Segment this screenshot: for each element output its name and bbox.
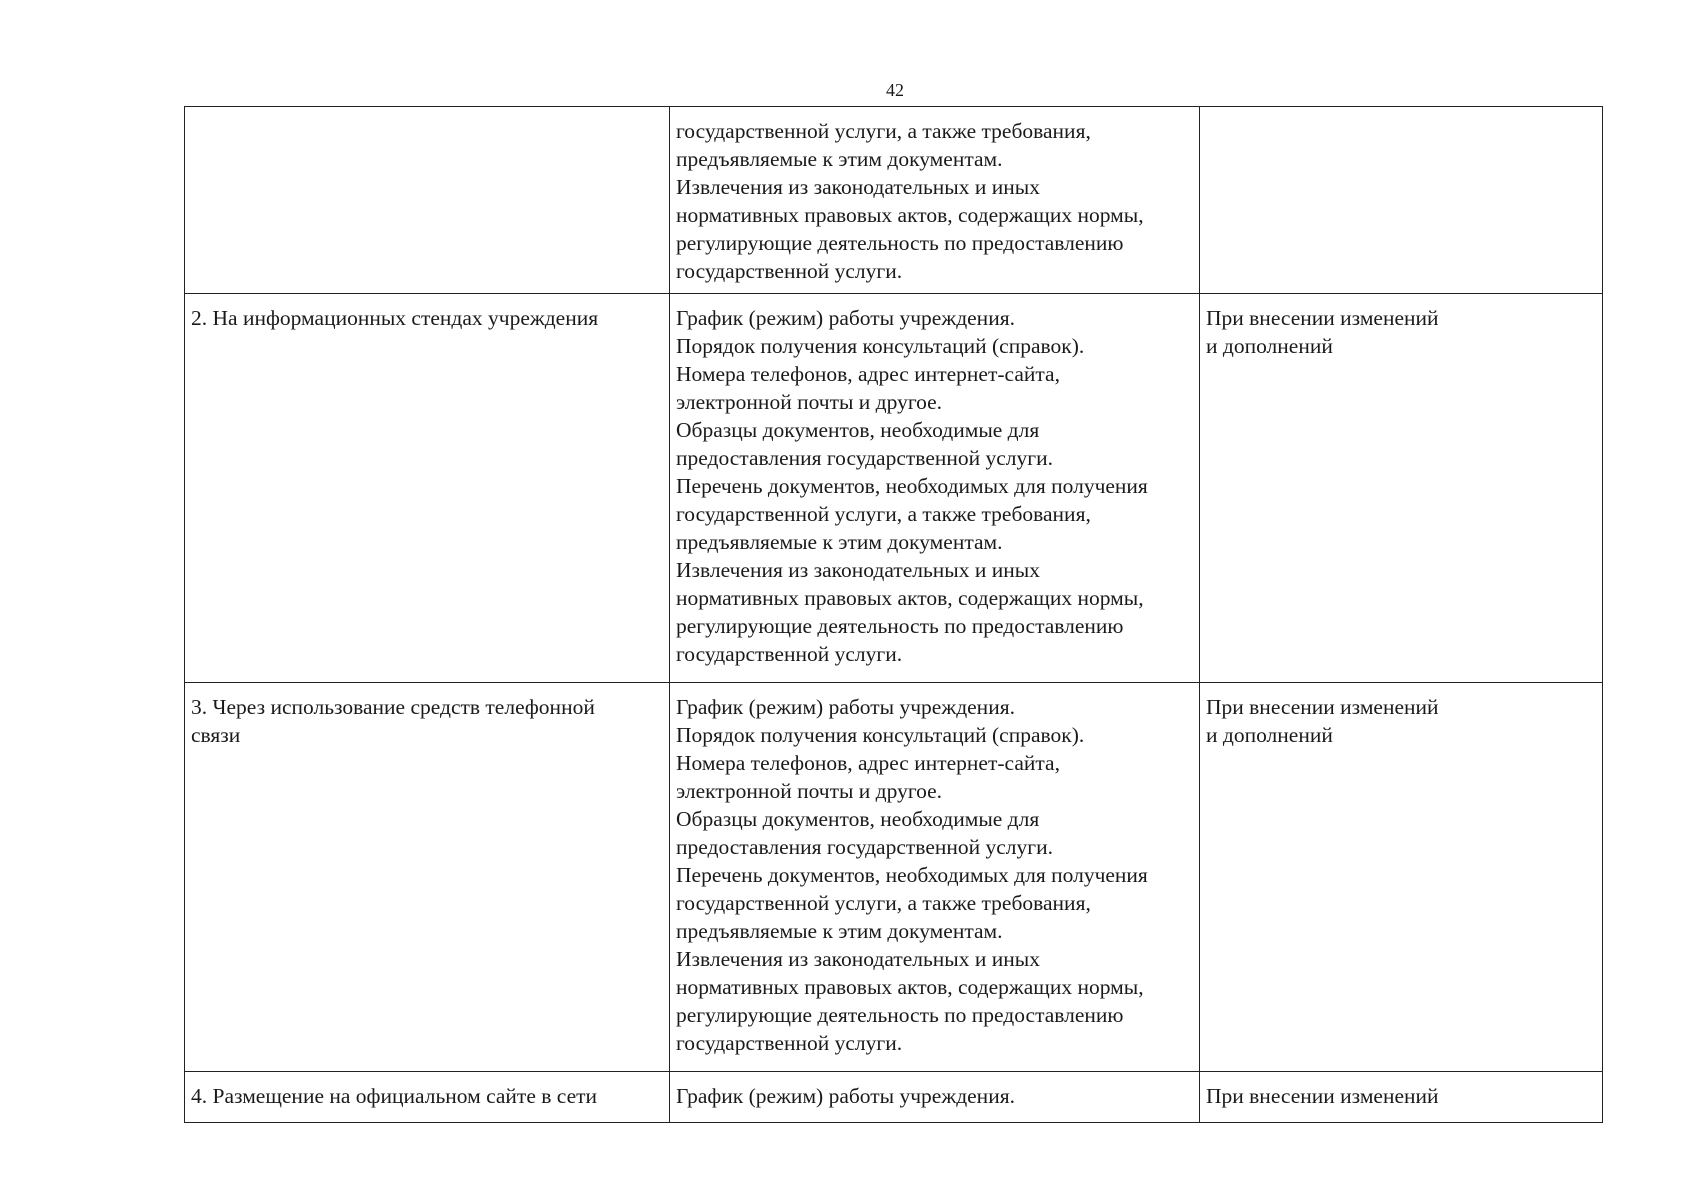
update-cell: При внесении изменений и дополнений — [1200, 683, 1603, 1072]
method-cell: 4. Размещение на официальном сайте в сети — [185, 1072, 670, 1123]
method-cell: 2. На информационных стендах учреждения — [185, 294, 670, 683]
content-cell: государственной услуги, а также требования, предъявляемые к этим документам. Извлечения из законодательных и иных нормативных правовых актов, содержащих нормы, регулирующие деятельность по предоставлению государственной услуги. — [670, 107, 1200, 294]
table-row — [185, 683, 1603, 1072]
table-row — [185, 294, 1603, 683]
table-row — [185, 107, 1603, 294]
update-cell: При внесении изменений — [1200, 1072, 1603, 1123]
method-cell — [185, 107, 670, 294]
content-cell: График (режим) работы учреждения. Порядок получения консультаций (справок). Номера телефонов, адрес интернет-сайта, электронной почты и другое. Образцы документов, необходимые для предоставления государственной услуги. Перечень документов, необходимых для получения государственной услуги, а также требования, предъявляемые к этим документам. Извлечения из законодательных и иных нормативных правовых актов, содержащих нормы, регулирующие деятельность по предоставлению государственной услуги. — [670, 683, 1200, 1072]
table-row — [185, 1072, 1603, 1123]
method-cell: 3. Через использование средств телефонной связи — [185, 683, 670, 1072]
content-cell: График (режим) работы учреждения. — [670, 1072, 1200, 1123]
content-cell: График (режим) работы учреждения. Порядок получения консультаций (справок). Номера телефонов, адрес интернет-сайта, электронной почты и другое. Образцы документов, необходимые для предоставления государственной услуги. Перечень документов, необходимых для получения государственной услуги, а также требования, предъявляемые к этим документам. Извлечения из законодательных и иных нормативных правовых актов, содержащих нормы, регулирующие деятельность по предоставлению государственной услуги. — [670, 294, 1200, 683]
update-cell — [1200, 107, 1603, 294]
update-cell: При внесении изменений и дополнений — [1200, 294, 1603, 683]
information-table — [184, 106, 1603, 1123]
page-number: 42 — [886, 80, 904, 100]
